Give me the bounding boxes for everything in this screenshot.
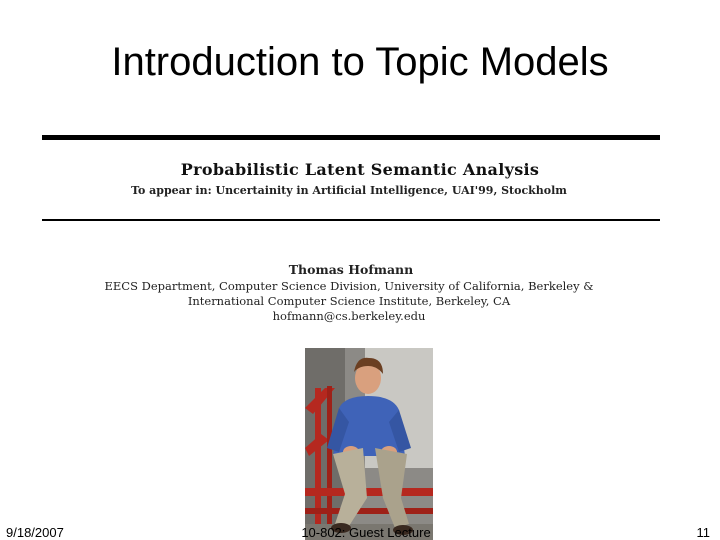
footer-date: 9/18/2007: [6, 525, 64, 540]
footer-center: 10-802: Guest Lecture: [301, 525, 431, 540]
paper-venue: To appear in: Uncertainity in Artificial Intelligence, UAI'99, Stockholm: [131, 184, 567, 197]
paper-title: Probabilistic Latent Semantic Analysis: [180, 160, 540, 179]
paper-email: hofmann@cs.berkeley.edu: [272, 309, 426, 323]
paper-affiliation-line2: International Computer Science Institute, Berkeley, CA: [187, 294, 511, 308]
slide-title: Introduction to Topic Models: [111, 40, 609, 84]
footer-page-number: 11: [696, 525, 710, 540]
paper-author: Thomas Hofmann: [288, 262, 414, 277]
author-photo: [305, 348, 433, 540]
paper-affiliation-line1: EECS Department, Computer Science Division, University of California, Berkeley &: [104, 279, 594, 293]
paper-bottom-rule: [42, 219, 660, 221]
paper-top-rule: [42, 135, 660, 140]
